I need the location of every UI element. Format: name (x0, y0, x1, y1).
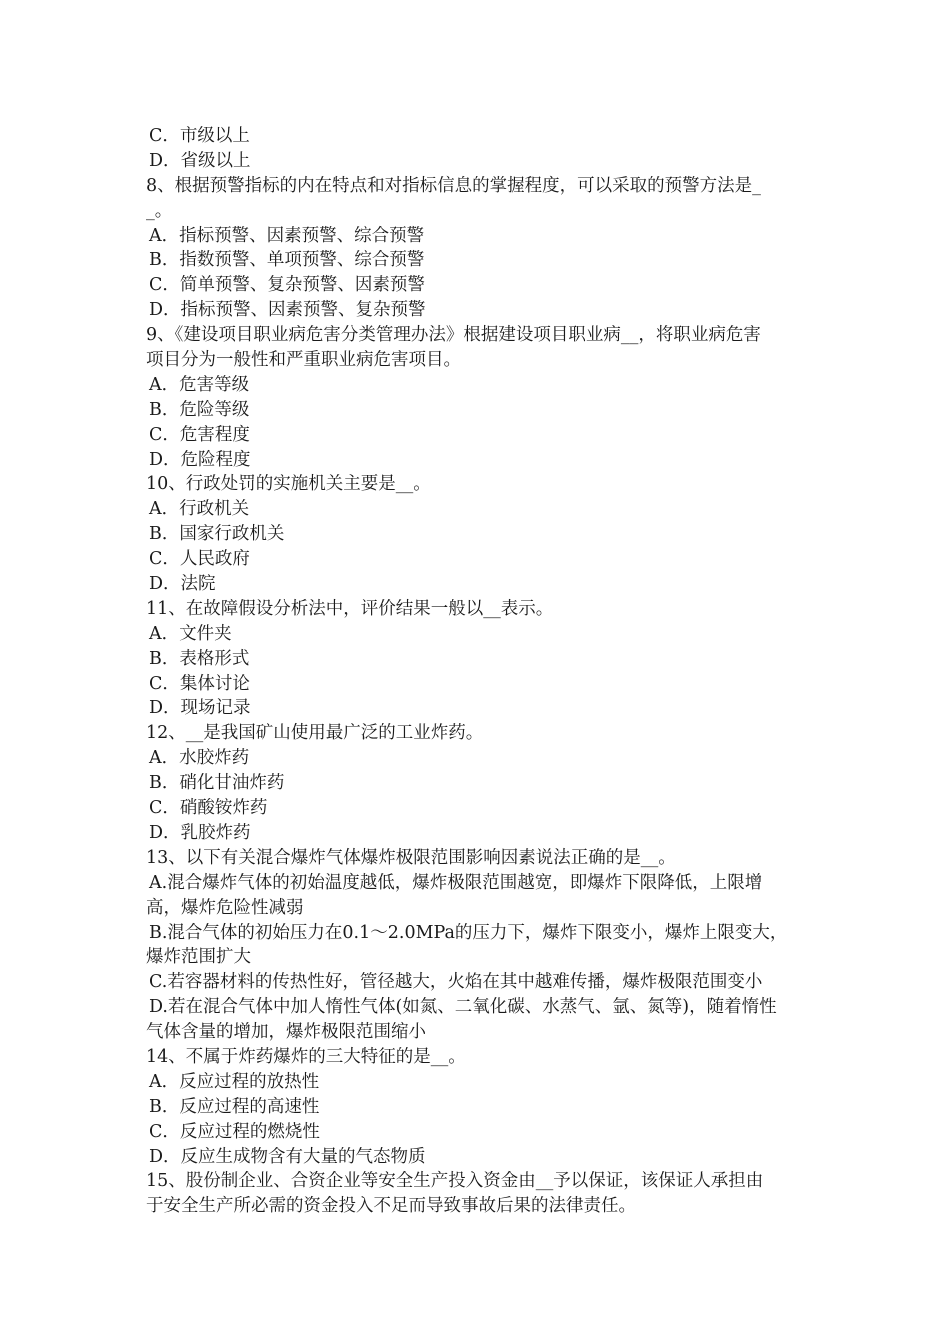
question-text-line: 11、在故障假设分析法中，评价结果一般以__表示。 (146, 598, 554, 619)
answer-option-line: C．市级以上 (149, 126, 250, 146)
question-text-line: 项目分为一般性和严重职业病危害项目。 (146, 350, 461, 371)
answer-option-line: C．硝酸铵炸药 (149, 798, 268, 819)
answer-option-line: A．行政机关 (149, 499, 250, 520)
answer-option-line: D．乳胶炸药 (149, 822, 251, 843)
answer-option-line: B．硝化甘油炸药 (149, 773, 285, 794)
answer-option-line: C．反应过程的燃烧性 (149, 1121, 320, 1142)
answer-option-line: D．现场记录 (149, 698, 251, 719)
answer-option-line: D．指标预警、因素预警、复杂预警 (149, 300, 426, 321)
answer-option-line: D．危险程度 (149, 449, 251, 470)
answer-option-line: C.若容器材料的传热性好，管径越大，火焰在其中越难传播，爆炸极限范围变小 (149, 972, 763, 993)
question-text-line: 15、股份制企业、合资企业等安全生产投入资金由__予以保证，该保证人承担由 (146, 1171, 764, 1192)
question-text-line: 于安全生产所必需的资金投入不足而导致事故后果的法律责任。 (146, 1196, 636, 1217)
answer-option-line: A．水胶炸药 (149, 748, 250, 769)
answer-option-line: D．反应生成物含有大量的气态物质 (149, 1146, 426, 1167)
question-text-line: 9、《建设项目职业病危害分类管理办法》根据建设项目职业病__，将职业病危害 (146, 325, 761, 346)
answer-option-line: B．指数预警、单项预警、综合预警 (149, 250, 425, 271)
question-text-line: 爆炸范围扩大 (146, 947, 251, 968)
answer-option-line: A．反应过程的放热性 (149, 1071, 320, 1092)
answer-option-line: C．简单预警、复杂预警、因素预警 (149, 275, 425, 296)
answer-option-line: A．危害等级 (149, 374, 250, 395)
answer-option-line: B．表格形式 (149, 648, 250, 669)
answer-option-line: B.混合气体的初始压力在0.1～2.0MPa的压力下，爆炸下限变小，爆炸上限变大， (149, 922, 788, 943)
question-text-line: 12、__是我国矿山使用最广泛的工业炸药。 (146, 723, 484, 744)
question-text-line: 高，爆炸危险性减弱 (146, 897, 304, 918)
question-text-line: 气体含量的增加，爆炸极限范围缩小 (146, 1022, 426, 1043)
document-body (146, 124, 814, 1219)
answer-option-line: A．文件夹 (149, 623, 232, 644)
answer-option-line: C．集体讨论 (149, 673, 250, 694)
question-text-line: _。 (146, 200, 173, 221)
answer-option-line: B．国家行政机关 (149, 524, 285, 545)
question-text-line: 13、以下有关混合爆炸气体爆炸极限范围影响因素说法正确的是__。 (146, 847, 676, 868)
question-text-line: 8、根据预警指标的内在特点和对指标信息的掌握程度，可以采取的预警方法是_ (146, 175, 761, 196)
answer-option-line: D．法院 (149, 574, 216, 595)
answer-option-line: D．省级以上 (149, 150, 251, 171)
answer-option-line: A．指标预警、因素预警、综合预警 (149, 225, 425, 246)
answer-option-line: C．危害程度 (149, 424, 250, 445)
answer-option-line: A.混合爆炸气体的初始温度越低，爆炸极限范围越宽，即爆炸下限降低，上限增 (149, 872, 763, 893)
answer-option-line: B．反应过程的高速性 (149, 1096, 320, 1117)
answer-option-line: C．人民政府 (149, 549, 250, 570)
answer-option-line: B．危险等级 (149, 399, 250, 420)
answer-option-line: D.若在混合气体中加人惰性气体(如氮、二氧化碳、水蒸气、氩、氮等)，随着惰性 (149, 997, 777, 1018)
question-text-line: 10、行政处罚的实施机关主要是__。 (146, 474, 431, 495)
question-text-line: 14、不属于炸药爆炸的三大特征的是__。 (146, 1046, 466, 1067)
